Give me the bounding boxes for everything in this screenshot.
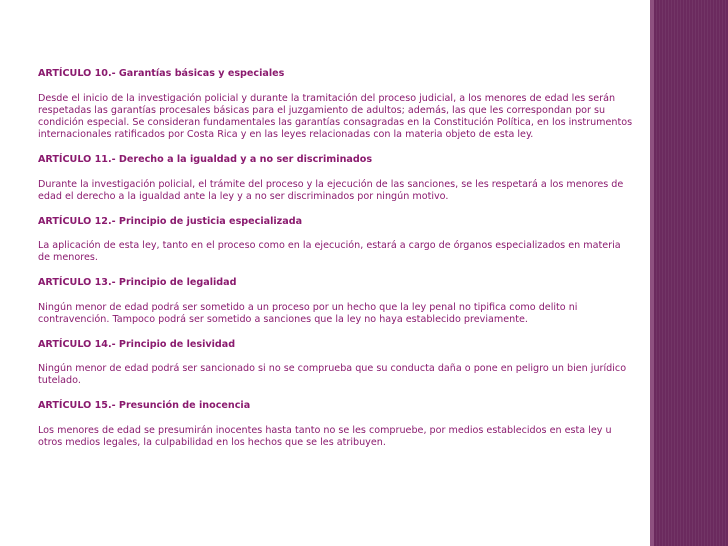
article-14-body: Ningún menor de edad podrá ser sancionado si no se comprueba que su conducta daña o pone en peligro un bien jurídico tutelado. [38,363,627,387]
article-11-body: Durante la investigación policial, el trámite del proceso y la ejecución de las sanciones, se les respetará a los menores de edad el derecho a la igualdad ante la ley y a no ser discriminados por ningún motivo. [38,178,624,202]
decorative-sidebar [650,0,728,546]
article-10-body: Desde el inicio de la investigación policial y durante la tramitación del proceso judicial, a los menores de edad les serán respetadas las garantías procesales básicas para el juzgamiento de adultos; además, las que les correspondan por su condición especial. Se consideran fundamentales las garantías consagradas en la Constitución Política, en los instrumentos internacionales ratificados por Costa Rica y en las leyes relacionadas con la materia objeto de esta ley. [38,92,633,141]
slide-content [38,68,634,462]
article-11-heading: ARTÍCULO 11.- Derecho a la igualdad y a no ser discriminados [38,154,373,166]
sidebar-edge [650,0,654,546]
article-13-heading: ARTÍCULO 13.- Principio de legalidad [38,277,237,289]
article-13-body: Ningún menor de edad podrá ser sometido a un proceso por un hecho que la ley penal no tipifica como delito ni contravención. Tampoco podrá ser sometido a sanciones que la ley no haya establecido previamente. [38,301,578,325]
article-15-body: Los menores de edad se presumirán inocentes hasta tanto no se les compruebe, por medios establecidos en esta ley u otros medios legales, la culpabilidad en los hechos que se les atribuyen. [38,424,612,448]
article-10-heading: ARTÍCULO 10.- Garantías básicas y especiales [38,68,285,79]
article-15-heading: ARTÍCULO 15.- Presunción de inocencia [38,400,251,412]
article-14-heading: ARTÍCULO 14.- Principio de lesividad [38,338,236,350]
article-12-heading: ARTÍCULO 12.- Principio de justicia especializada [38,215,303,227]
article-12-body: La aplicación de esta ley, tanto en el proceso como en la ejecución, estará a cargo de órganos especializados en materia de menores. [38,240,621,264]
